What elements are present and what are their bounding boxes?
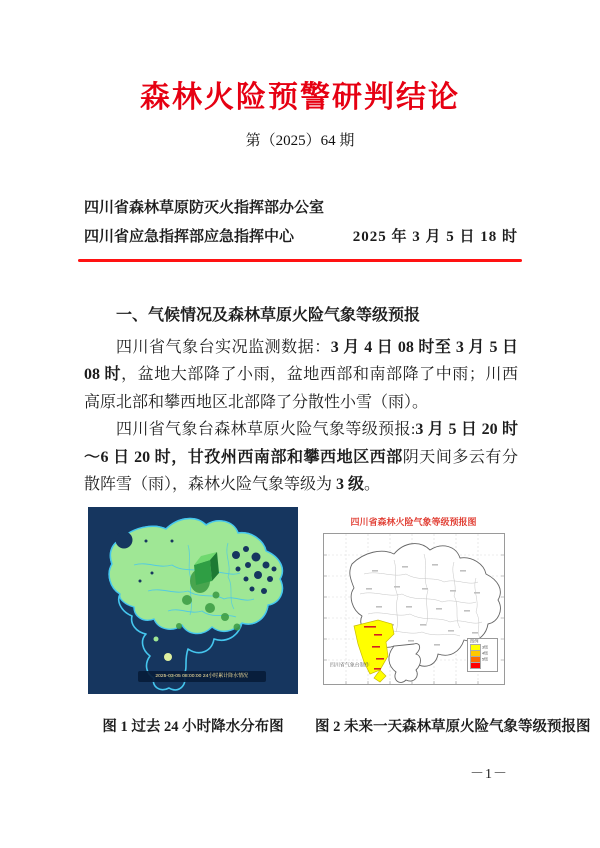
sichuan-precipitation-map-graphic — [88, 507, 298, 694]
red-divider-rule — [78, 259, 522, 262]
legend-swatch-extreme — [470, 662, 481, 669]
precipitation-map-image — [88, 507, 298, 694]
map-legend — [467, 638, 498, 672]
para2-text-2: 阴天间多云有分散阵雪（雨），森林火险气象等级为 — [84, 448, 518, 493]
section-heading: 一、气候情况及森林草原火险气象等级预报 — [116, 307, 421, 324]
issue-datetime: 2025 年 3 月 5 日 18 时 — [352, 229, 518, 245]
issuer-line-2: 四川省应急指挥部应急指挥中心 — [84, 229, 295, 245]
map-credit-label: 四川省气象台制作 — [330, 662, 370, 668]
para2-bold-level: 3 级 — [336, 476, 365, 493]
page-number: －1－ — [470, 767, 508, 782]
figure2-caption: 图 2 未来一天森林草原火险气象等级预报图 — [315, 718, 591, 735]
legend-label-level3: 3级 — [482, 645, 488, 650]
figure1-caption: 图 1 过去 24 小时降水分布图 — [102, 718, 284, 735]
paragraph-forecast — [84, 416, 518, 499]
issue-number: 第（2025）64 期 — [245, 133, 355, 149]
para1-bold-period: 3 月 4 日 08 时至 3 月 5 日 08 时 — [84, 338, 518, 383]
fire-map-title: 四川省森林火险气象等级预报图 — [350, 516, 477, 527]
paragraph-observation — [84, 334, 518, 417]
figures-row — [88, 507, 518, 697]
legend-label-level5: 5级 — [482, 657, 488, 662]
para1-text-2: ，盆地大部降了小雨，盆地西部和南部降了中雨；川西高原北部和攀西地区北部降了分散性小雪（雨）。 — [84, 366, 518, 411]
para1-text: 四川省气象台实况监测数据： — [116, 338, 331, 356]
para2-text-3: 。 — [364, 476, 381, 493]
document-body — [84, 302, 591, 741]
legend-label-level4: 4级 — [482, 651, 488, 656]
issuer-row — [84, 223, 518, 252]
document-title: 森林火险预警研判结论 — [140, 81, 460, 114]
fire-danger-map-image — [315, 507, 512, 697]
fire-map-plot-area — [323, 533, 505, 685]
issuer-line-1: 四川省森林草原防灭火指挥部办公室 — [84, 200, 325, 216]
map-footer-label: 2025-03-05 08:00:00 24小时累计降水情况 — [155, 673, 249, 679]
para2-text: 四川省气象台森林草原火险气象等级预报: — [116, 421, 416, 438]
legend-title: 图例 — [470, 638, 479, 644]
para2-bold-period-region: 3 月 5 日 20 时～6 日 20 时，甘孜州西南部和攀西地区西部 — [84, 421, 518, 466]
issuer-block — [84, 194, 518, 252]
map-footer-band — [138, 671, 266, 682]
figure-captions — [88, 714, 591, 742]
